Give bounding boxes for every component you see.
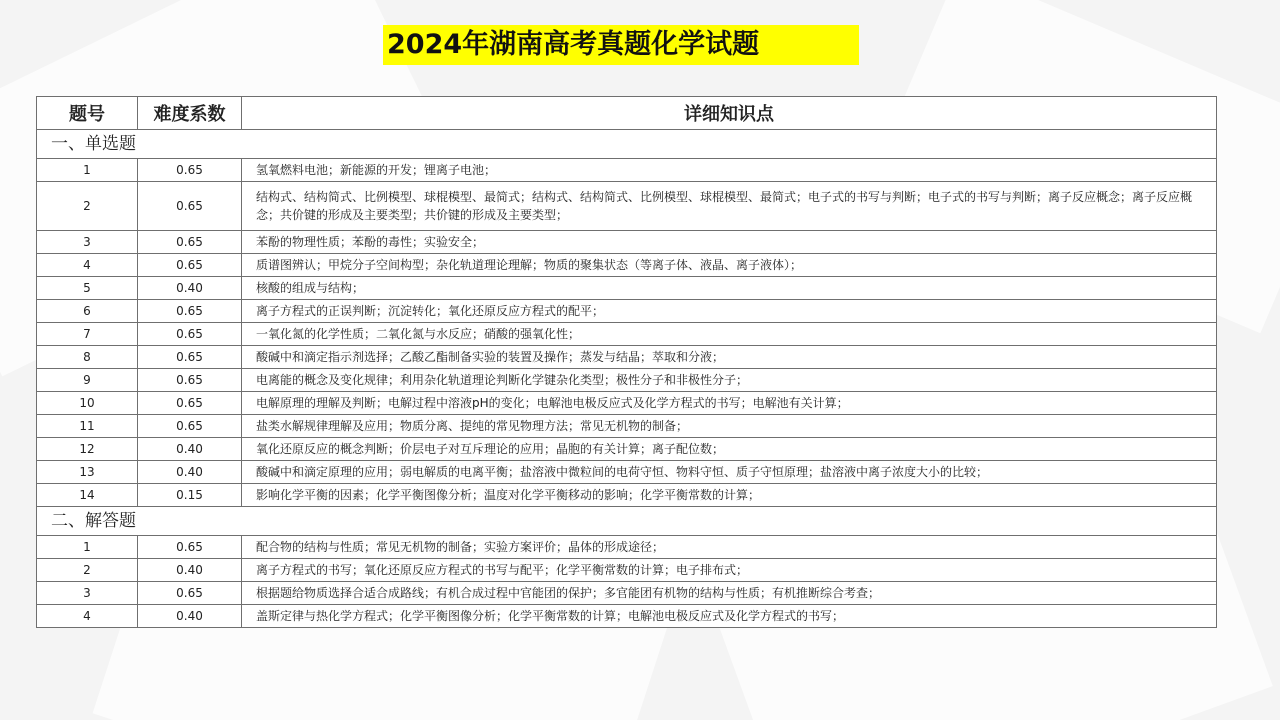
table-row — [37, 605, 1217, 628]
question-number: 11 — [37, 415, 138, 438]
section-title: 一、单选题 — [37, 130, 1217, 159]
knowledge-points: 盖斯定律与热化学方程式；化学平衡图像分析；化学平衡常数的计算；电解池电极反应式及化学方程式的书写； — [242, 605, 1217, 628]
table-row — [37, 323, 1217, 346]
table-row — [37, 254, 1217, 277]
question-number: 2 — [37, 182, 138, 231]
knowledge-points: 苯酚的物理性质；苯酚的毒性；实验安全； — [242, 231, 1217, 254]
knowledge-points: 配合物的结构与性质；常见无机物的制备；实验方案评价；晶体的形成途径； — [242, 536, 1217, 559]
difficulty-value: 0.40 — [138, 605, 242, 628]
difficulty-value: 0.65 — [138, 582, 242, 605]
knowledge-points: 一氧化氮的化学性质；二氧化氮与水反应；硝酸的强氧化性； — [242, 323, 1217, 346]
question-number: 2 — [37, 559, 138, 582]
knowledge-points: 电离能的概念及变化规律；利用杂化轨道理论判断化学键杂化类型；极性分子和非极性分子； — [242, 369, 1217, 392]
question-number: 4 — [37, 605, 138, 628]
knowledge-points: 酸碱中和滴定指示剂选择；乙酸乙酯制备实验的装置及操作；蒸发与结晶；萃取和分液； — [242, 346, 1217, 369]
table-row — [37, 582, 1217, 605]
knowledge-points: 氧化还原反应的概念判断；价层电子对互斥理论的应用；晶胞的有关计算；离子配位数； — [242, 438, 1217, 461]
table-row — [37, 159, 1217, 182]
difficulty-value: 0.65 — [138, 182, 242, 231]
table-row — [37, 346, 1217, 369]
header-question: 题号 — [37, 97, 138, 130]
table-row — [37, 438, 1217, 461]
knowledge-points: 影响化学平衡的因素；化学平衡图像分析；温度对化学平衡移动的影响；化学平衡常数的计算； — [242, 484, 1217, 507]
difficulty-value: 0.65 — [138, 323, 242, 346]
question-number: 6 — [37, 300, 138, 323]
question-number: 8 — [37, 346, 138, 369]
difficulty-value: 0.65 — [138, 369, 242, 392]
difficulty-value: 0.40 — [138, 277, 242, 300]
question-number: 14 — [37, 484, 138, 507]
question-number: 1 — [37, 536, 138, 559]
difficulty-value: 0.65 — [138, 231, 242, 254]
question-number: 9 — [37, 369, 138, 392]
question-number: 7 — [37, 323, 138, 346]
difficulty-value: 0.65 — [138, 346, 242, 369]
table-row — [37, 392, 1217, 415]
question-number: 12 — [37, 438, 138, 461]
question-number: 4 — [37, 254, 138, 277]
knowledge-points: 结构式、结构简式、比例模型、球棍模型、最简式；结构式、结构简式、比例模型、球棍模型、最简式；电子式的书写与判断；电子式的书写与判断；离子反应概念；离子反应概念；共价键的形成及主要类型；共价键的形成及主要类型； — [242, 182, 1217, 231]
knowledge-points: 酸碱中和滴定原理的应用；弱电解质的电离平衡；盐溶液中微粒间的电荷守恒、物料守恒、质子守恒原理；盐溶液中离子浓度大小的比较； — [242, 461, 1217, 484]
knowledge-points: 根据题给物质选择合适合成路线；有机合成过程中官能团的保护；多官能团有机物的结构与性质；有机推断综合考查； — [242, 582, 1217, 605]
table-row — [37, 559, 1217, 582]
question-number: 5 — [37, 277, 138, 300]
section-row-answer — [37, 507, 1217, 536]
knowledge-table-wrapper — [36, 96, 1216, 628]
table-row — [37, 536, 1217, 559]
difficulty-value: 0.65 — [138, 300, 242, 323]
knowledge-points: 电解原理的理解及判断；电解过程中溶液pH的变化；电解池电极反应式及化学方程式的书写；电解池有关计算； — [242, 392, 1217, 415]
knowledge-table — [36, 96, 1217, 628]
knowledge-points: 氢氧燃料电池；新能源的开发；锂离子电池； — [242, 159, 1217, 182]
difficulty-value: 0.65 — [138, 415, 242, 438]
knowledge-points: 质谱图辨认；甲烷分子空间构型；杂化轨道理论理解；物质的聚集状态（等离子体、液晶、离子液体）； — [242, 254, 1217, 277]
question-number: 13 — [37, 461, 138, 484]
table-row — [37, 369, 1217, 392]
table-row — [37, 182, 1217, 231]
question-number: 3 — [37, 231, 138, 254]
question-number: 1 — [37, 159, 138, 182]
section-title: 二、解答题 — [37, 507, 1217, 536]
header-difficulty: 难度系数 — [138, 97, 242, 130]
section-row-single-choice — [37, 130, 1217, 159]
table-row — [37, 300, 1217, 323]
knowledge-points: 盐类水解规律理解及应用；物质分离、提纯的常见物理方法；常见无机物的制备； — [242, 415, 1217, 438]
header-details: 详细知识点 — [242, 97, 1217, 130]
difficulty-value: 0.15 — [138, 484, 242, 507]
difficulty-value: 0.40 — [138, 438, 242, 461]
table-row — [37, 277, 1217, 300]
page-title-highlight — [383, 25, 859, 65]
difficulty-value: 0.65 — [138, 254, 242, 277]
question-number: 10 — [37, 392, 138, 415]
table-row — [37, 484, 1217, 507]
knowledge-points: 离子方程式的书写；氧化还原反应方程式的书写与配平；化学平衡常数的计算；电子排布式； — [242, 559, 1217, 582]
difficulty-value: 0.40 — [138, 559, 242, 582]
table-header-row — [37, 97, 1217, 130]
table-row — [37, 415, 1217, 438]
table-row — [37, 231, 1217, 254]
difficulty-value: 0.65 — [138, 159, 242, 182]
table-row — [37, 461, 1217, 484]
page-title: 2024年湖南高考真题化学试题 — [387, 29, 760, 60]
knowledge-points: 离子方程式的正误判断；沉淀转化；氧化还原反应方程式的配平； — [242, 300, 1217, 323]
difficulty-value: 0.65 — [138, 536, 242, 559]
question-number: 3 — [37, 582, 138, 605]
difficulty-value: 0.40 — [138, 461, 242, 484]
difficulty-value: 0.65 — [138, 392, 242, 415]
knowledge-points: 核酸的组成与结构； — [242, 277, 1217, 300]
